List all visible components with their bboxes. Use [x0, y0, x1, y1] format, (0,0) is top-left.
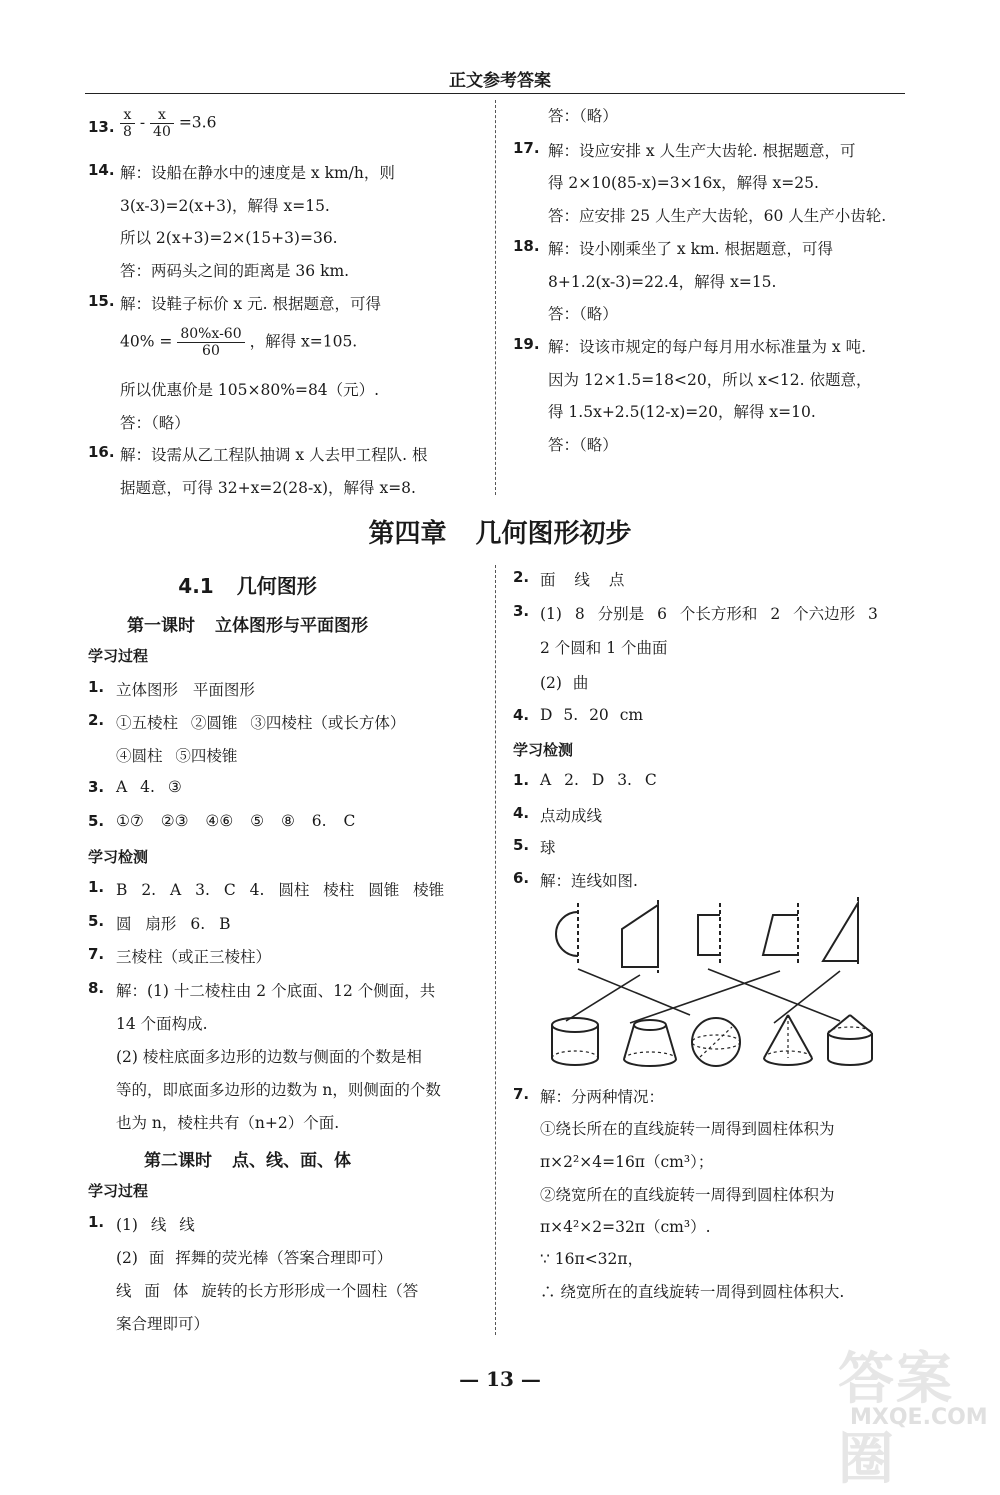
subsection-label: 学习检测	[88, 848, 149, 866]
answer-line: 8+1.2(x-3)=22.4，解得 x=15.	[548, 273, 777, 291]
right-trapezoid-shape	[622, 900, 658, 973]
answer-line: 得 1.5x+2.5(12-x)=20，解得 x=10.	[548, 403, 816, 421]
answer-line: 3(x-3)=2(x+3)，解得 x=15.	[120, 197, 330, 215]
fraction	[120, 107, 135, 140]
question-number: 5.	[513, 836, 530, 854]
denominator: 40	[153, 124, 171, 140]
denominator: 60	[202, 343, 220, 359]
cylinder-shape	[552, 1018, 598, 1065]
minus-sign: -	[139, 113, 146, 132]
trapezoid-shape	[763, 903, 798, 965]
answer-line: 解：(1) 十二棱柱由 2 个底面、12 个侧面，共	[116, 982, 436, 1000]
answer-line: 得 2×10(85-x)=3×16x，解得 x=25.	[548, 174, 819, 192]
answer-line: 答：应安排 25 人生产大齿轮，60 人生产小齿轮.	[548, 207, 887, 225]
question-number: 2.	[513, 568, 530, 586]
answer-line: 线 面 体 旋转的长方形形成一个圆柱（答	[116, 1282, 419, 1300]
question-number: 3.	[513, 602, 530, 620]
rectangle-shape	[698, 903, 720, 965]
answer-line: 案合理即可）	[116, 1315, 210, 1333]
answer-line: 答：（略）	[120, 414, 190, 432]
cone-shape	[764, 1015, 812, 1065]
question-number: 7.	[513, 1085, 530, 1103]
denominator: 8	[123, 124, 132, 140]
section-title: 4.1 几何图形	[178, 574, 317, 598]
frustum-shape	[624, 1020, 676, 1066]
column-divider-top	[495, 100, 496, 495]
lesson-title: 第二课时 点、线、面、体	[144, 1151, 351, 1171]
question-number: 16.	[88, 443, 115, 461]
question-number: 4.	[513, 804, 530, 822]
question-number: 4.	[513, 706, 530, 724]
answer-line: A 4. ③	[116, 778, 182, 796]
answer-line: 2 个圆和 1 个曲面	[540, 639, 668, 657]
equation-13	[120, 107, 216, 140]
equation-rest: =3.6	[178, 113, 217, 132]
page-header-title: 正文参考答案	[449, 71, 551, 91]
answer-line: 立体图形 平面图形	[116, 681, 255, 699]
column-divider-bottom	[495, 565, 496, 1335]
equation-right: ，解得 x=105.	[249, 332, 358, 351]
answer-line: 所以 2(x+3)=2×(15+3)=36.	[120, 229, 338, 247]
answer-line: 据题意，可得 32+x=2(28-x)，解得 x=8.	[120, 479, 416, 497]
subsection-label: 学习过程	[88, 647, 149, 665]
answer-line: π×4²×2=32π（cm³）.	[540, 1218, 711, 1236]
page-number: — 13 —	[459, 1367, 541, 1391]
numerator: 80%x-60	[177, 326, 244, 343]
right-triangle-shape	[823, 897, 858, 967]
answer-line: (1) 8 分别是 6 个长方形和 2 个六边形 3	[540, 605, 878, 623]
watermark-url: MXQE.COM	[850, 1405, 988, 1430]
fraction	[150, 107, 174, 140]
semicircle-shape	[556, 903, 578, 965]
question-number: 2.	[88, 711, 105, 729]
watermark-text: 答案圈	[838, 1347, 954, 1492]
answer-line: 答：（略）	[548, 107, 618, 125]
answer-line: (2) 曲	[540, 674, 589, 692]
question-number: 13.	[88, 118, 115, 136]
answer-line: B 2. A 3. C 4. 圆柱 棱柱 圆锥 棱锥	[116, 881, 445, 899]
answer-line: (2) 面 挥舞的荧光棒（答案合理即可）	[116, 1249, 393, 1267]
answer-line: 所以优惠价是 105×80%=84（元）.	[120, 381, 380, 399]
question-number: 5.	[88, 912, 105, 930]
shape-connection-diagram	[540, 895, 890, 1075]
connecting-lines	[566, 969, 840, 1023]
question-number: 5.	[88, 812, 105, 830]
answer-line: 解：设应安排 x 人生产大齿轮. 根据题意，可	[548, 142, 856, 160]
question-number: 15.	[88, 292, 115, 310]
answer-line: ②绕宽所在的直线旋转一周得到圆柱体积为	[540, 1186, 835, 1204]
question-number: 1.	[88, 878, 105, 896]
answer-line: 解：设船在静水中的速度是 x km/h，则	[120, 164, 395, 182]
answer-line: D 5. 20 cm	[540, 706, 644, 724]
question-number: 7.	[88, 945, 105, 963]
answer-line: 答：（略）	[548, 436, 618, 454]
answer-line: π×2²×4=16π（cm³）；	[540, 1153, 714, 1171]
answer-line: ④圆柱 ⑤四棱锥	[116, 747, 238, 765]
answer-line: ∵ 16π<32π，	[540, 1250, 644, 1268]
answer-line: (2) 棱柱底面多边形的边数与侧面的个数是相	[116, 1048, 422, 1066]
question-number: 1.	[88, 678, 105, 696]
subsection-label: 学习过程	[88, 1182, 149, 1200]
lesson-title: 第一课时 立体图形与平面图形	[127, 616, 368, 636]
answer-line: ①⑦ ②③ ④⑥ ⑤ ⑧ 6. C	[116, 812, 356, 830]
header-rule	[85, 93, 905, 94]
answer-line: 面 线 点	[540, 571, 625, 589]
answer-line: 也为 n，棱柱共有（n+2）个面.	[116, 1114, 340, 1132]
answer-line: 解：设小刚乘坐了 x km. 根据题意，可得	[548, 240, 834, 258]
numerator: x	[150, 107, 174, 124]
answer-line: 点动成线	[540, 807, 603, 825]
subsection-label: 学习检测	[513, 741, 574, 759]
answer-line: 解：设需从乙工程队抽调 x 人去甲工程队. 根	[120, 446, 428, 464]
sphere-shape	[692, 1018, 740, 1066]
question-number: 14.	[88, 161, 115, 179]
cone-on-cylinder-shape	[828, 1015, 872, 1065]
fraction	[177, 326, 244, 359]
answer-line: 三棱柱（或正三棱柱）	[116, 948, 272, 966]
answer-line: 答：（略）	[548, 305, 618, 323]
numerator: x	[120, 107, 135, 124]
equation-left: 40% =	[120, 332, 173, 351]
answer-line: A 2. D 3. C	[540, 771, 657, 789]
answer-line: 球	[540, 839, 556, 857]
answer-line: 解：设该市规定的每户每月用水标准量为 x 吨.	[548, 338, 867, 356]
answer-line: 等的，即底面多边形的边数为 n，则侧面的个数	[116, 1081, 441, 1099]
answer-line: ①绕长所在的直线旋转一周得到圆柱体积为	[540, 1120, 835, 1138]
question-number: 1.	[88, 1213, 105, 1231]
answer-line: (1) 线 线	[116, 1216, 195, 1234]
question-number: 1.	[513, 771, 530, 789]
answer-line: 解：设鞋子标价 x 元. 根据题意，可得	[120, 295, 381, 313]
answer-line: 因为 12×1.5=18<20，所以 x<12. 依题意，	[548, 371, 872, 389]
answer-line: 解：分两种情况：	[540, 1088, 665, 1106]
watermark-logo	[820, 1335, 1000, 1492]
answer-line: 解：连线如图.	[540, 872, 638, 890]
answer-line: 答：两码头之间的距离是 36 km.	[120, 262, 350, 280]
answer-line: 圆 扇形 6. B	[116, 915, 231, 933]
equation-15	[120, 326, 357, 359]
question-number: 19.	[513, 335, 540, 353]
question-number: 17.	[513, 139, 540, 157]
answer-line: ∴ 绕宽所在的直线旋转一周得到圆柱体积大.	[540, 1283, 845, 1301]
question-number: 3.	[88, 778, 105, 796]
answer-line: 14 个面构成.	[116, 1015, 208, 1033]
question-number: 18.	[513, 237, 540, 255]
question-number: 6.	[513, 869, 530, 887]
chapter-title: 第四章 几何图形初步	[368, 519, 632, 549]
question-number: 8.	[88, 979, 105, 997]
answer-line: ①五棱柱 ②圆锥 ③四棱柱（或长方体）	[116, 714, 406, 732]
